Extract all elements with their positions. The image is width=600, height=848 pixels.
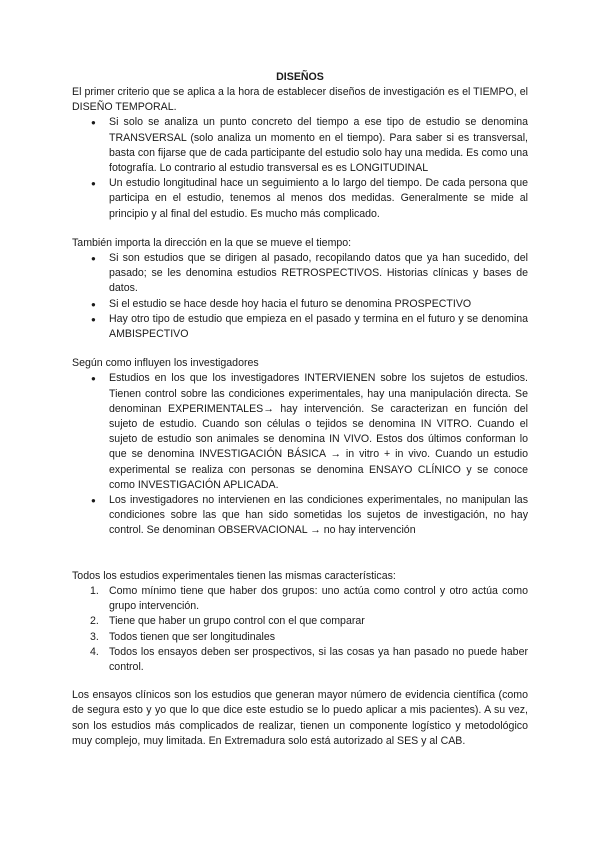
list-item	[72, 645, 528, 675]
list-item	[72, 614, 528, 629]
experimental-numbered-list	[72, 584, 528, 675]
closing-paragraph: Los ensayos clínicos son los estudios que generan mayor número de evidencia científica (como de segura esto y yo que lo que dice este estudio se lo puedo aplicar a mis pacientes). A su vez, son los estudios más complicados de realizar, tienen un componente logístico y metodológico muy complejo, muy limitada. En Extremadura solo está autorizado al SES y al CAB.	[72, 689, 528, 747]
list-item	[72, 584, 528, 614]
list-item: ● Hay otro tipo de estudio que empieza en el pasado y termina en el futuro y se denomina AMBISPECTIVO	[72, 312, 528, 342]
list-item: ● Si son estudios que se dirigen al pasado, recopilando datos que ya han sucedido, del pasado; se les denomina estudios RETROSPECTIVOS. Historias clínicas y bases de datos.	[72, 251, 528, 297]
item-text: Todos tienen que ser longitudinales	[109, 630, 276, 643]
intro-paragraph: El primer criterio que se aplica a la hora de establecer diseños de investigación es el TIEMPO, el DISEÑO TEMPORAL.	[72, 86, 528, 114]
list-item	[72, 630, 528, 645]
time-bullet-list	[72, 115, 528, 221]
list-item: ● Un estudio longitudinal hace un seguimiento a lo largo del tiempo. De cada persona que participa en el estudio, tenemos al menos dos medidas. Generalmente se mide al principio y al final del estudio. Es mucho más complicado.	[72, 176, 528, 222]
investigators-bullet-list	[72, 371, 528, 538]
list-item: ● Los investigadores no intervienen en las condiciones experimentales, no manipulan las condiciones sobre las que han sido sometidas los sujetos de investigación, no hay control. Se denominan OBSERVACIONAL → no hay intervención	[72, 493, 528, 539]
item-text: Tiene que haber un grupo control con el que comparar	[109, 615, 365, 628]
direction-heading: También importa la dirección en la que se mueve el tiempo:	[72, 236, 352, 249]
item-text: Como mínimo tiene que haber dos grupos: uno actúa como control y otro actúa como grupo intervención.	[109, 584, 528, 613]
item-number: 4.	[90, 645, 99, 658]
item-text: Todos los ensayos deben ser prospectivos, si las cosas ya han pasado no puede haber control.	[109, 645, 528, 673]
experimental-heading: Todos los estudios experimentales tienen las mismas características:	[72, 569, 396, 582]
list-item: ● Estudios en los que los investigadores INTERVIENEN sobre los sujetos de estudios. Tienen control sobre las condiciones experimentales, hay una manipulación directa. Se denominan EXPERIMENTALES→ hay intervención. Se caracterizan en función del sujeto de estudio. Cuando son células o tejidos se denomina IN VITRO. Cuando el sujeto de estudio son animales se denomina IN VIVO. Estos dos últimos conforman lo que se denomina INVESTIGACIÓN BÁSICA → in vitro + in vivo. Cuando un estudio experimental se realiza con personas se denomina ENSAYO CLÍNICO y se conoce como INVESTIGACIÓN APLICADA.	[72, 371, 528, 493]
page-title: DISEÑOS	[276, 71, 324, 83]
direction-bullet-list	[72, 251, 528, 342]
list-item: ● Si solo se analiza un punto concreto del tiempo a ese tipo de estudio se denomina TRANSVERSAL (solo analiza un momento en el tiempo). Para saber si es transversal, basta con fijarse que de cada participante del estudio solo hay una medida. Es como una fotografía. Lo contrario al estudio transversal es es LONGITUDINAL	[72, 115, 528, 176]
item-number: 3.	[90, 630, 99, 643]
item-number: 2.	[90, 615, 99, 628]
list-item: ● Si el estudio se hace desde hoy hacia el futuro se denomina PROSPECTIVO	[72, 297, 528, 312]
investigators-heading: Según como influyen los investigadores	[72, 357, 259, 370]
item-number: 1.	[90, 584, 99, 597]
